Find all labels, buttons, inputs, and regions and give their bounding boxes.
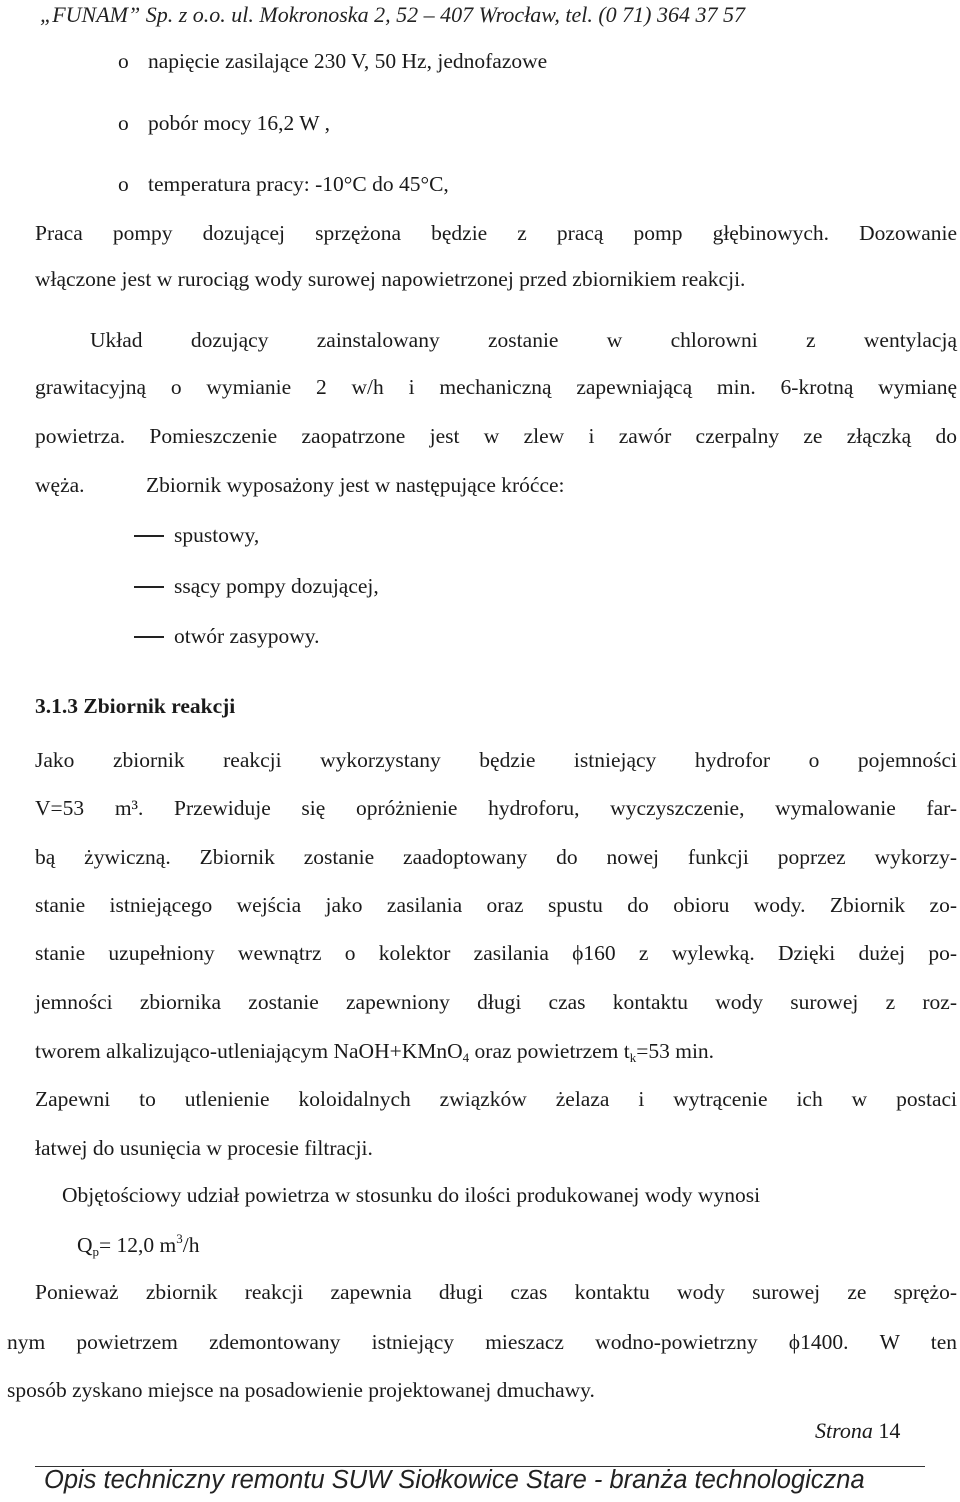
- page-number: [815, 1418, 900, 1444]
- section-heading: [35, 694, 235, 719]
- time-subscript: k: [629, 1050, 637, 1065]
- para3-line3: bą żywiczną. Zbiornik zostanie zaadoptowany do nowej funkcji poprzez wykorzy-: [35, 845, 957, 869]
- para5-line1: Ponieważ zbiornik reakcji zapewnia długi czas kontaktu wody surowej ze sprężo-: [35, 1280, 957, 1304]
- para3-line9: łatwej do usunięcia w procesie filtracji.: [35, 1136, 373, 1160]
- bullet-marker: o: [118, 172, 129, 196]
- dash-marker: [134, 535, 164, 537]
- spec-item-power: pobór mocy 16,2 W ,: [148, 111, 330, 135]
- para3-line7: [35, 1039, 714, 1066]
- unit-superscript: 3: [176, 1231, 183, 1246]
- formula-text: tworem alkalizująco-utleniającym NaOH+KMnO: [35, 1039, 463, 1063]
- para3-line8: Zapewni to utlenienie koloidalnych związków żelaza i wytrącenie ich w postaci: [35, 1087, 957, 1111]
- section-number: 3.1.3: [35, 694, 78, 718]
- formula-subscript: 4: [462, 1050, 470, 1065]
- para3-line5: stanie uzupełniony wewnątrz o kolektor zasilania ϕ160 z wylewką. Dzięki dużej po-: [35, 941, 957, 965]
- bullet-marker: o: [118, 49, 129, 73]
- section-title: Zbiornik reakcji: [83, 694, 236, 718]
- dash-item-suction: ssący pompy dozującej,: [174, 574, 379, 598]
- para5-line2: nym powietrzem zdemontowany istniejący mieszacz wodno-powietrzny ϕ1400. W ten: [7, 1330, 957, 1354]
- airflow-formula: [77, 1231, 200, 1260]
- para2-line4-start: węża.: [35, 473, 85, 497]
- dash-item-drain: spustowy,: [174, 523, 260, 547]
- para3-line1: Jako zbiornik reakcji wykorzystany będzie istniejący hydrofor o pojemności: [35, 748, 957, 772]
- para2-line4-end: Zbiornik wyposażony jest w następujące króćce:: [146, 473, 565, 497]
- spec-item-temperature: temperatura pracy: -10°C do 45°C,: [148, 172, 449, 196]
- para1-line1: Praca pompy dozującej sprzężona będzie z pracą pomp głębinowych. Dozowanie: [35, 221, 957, 245]
- dash-marker: [134, 636, 164, 638]
- formula-text-cont: oraz powietrzem t: [469, 1039, 630, 1063]
- bullet-marker: o: [118, 111, 129, 135]
- para2-line3: powietrza. Pomieszczenie zaopatrzone jest w zlew i zawór czerpalny ze złączką do: [35, 424, 957, 448]
- q-value: = 12,0 m: [99, 1233, 177, 1257]
- q-subscript: p: [92, 1244, 100, 1259]
- para5-line3: sposób zyskano miejsce na posadowienie projektowanej dmuchawy.: [7, 1378, 595, 1402]
- para3-line2: V=53 m³. Przewiduje się opróżnienie hydroforu, wyczyszczenie, wymalowanie far-: [35, 796, 957, 820]
- page-label: Strona: [815, 1418, 873, 1443]
- para3-line4: stanie istniejącego wejścia jako zasilania oraz spustu do obioru wody. Zbiornik zo-: [35, 893, 957, 917]
- para1-line2: włączone jest w rurociąg wody surowej napowietrzonej przed zbiornikiem reakcji.: [35, 267, 746, 291]
- q-unit: /h: [182, 1233, 200, 1257]
- page-footer: Opis techniczny remontu SUW Siołkowice Stare - branża technologiczna: [44, 1466, 865, 1494]
- para4-line1: Objętościowy udział powietrza w stosunku do ilości produkowanej wody wynosi: [62, 1183, 761, 1207]
- para3-line6: jemności zbiornika zostanie zapewniony długi czas kontaktu wody surowej z roz-: [35, 990, 957, 1014]
- dash-marker: [134, 586, 164, 588]
- spec-item-voltage: napięcie zasilające 230 V, 50 Hz, jednofazowe: [148, 49, 548, 73]
- para2-line2: grawitacyjną o wymianie 2 w/h i mechaniczną zapewniającą min. 6-krotną wymianę: [35, 375, 957, 399]
- page-header: „FUNAM” Sp. z o.o. ul. Mokronoska 2, 52 – 407 Wrocław, tel. (0 71) 364 37 57: [40, 2, 745, 27]
- dash-item-fill-opening: otwór zasypowy.: [174, 624, 320, 648]
- para2-line1: Układ dozujący zainstalowany zostanie w chlorowni z wentylacją: [90, 328, 957, 352]
- page-number-value: 14: [878, 1418, 901, 1443]
- q-symbol: Q: [77, 1233, 93, 1257]
- time-value: =53 min.: [636, 1039, 715, 1063]
